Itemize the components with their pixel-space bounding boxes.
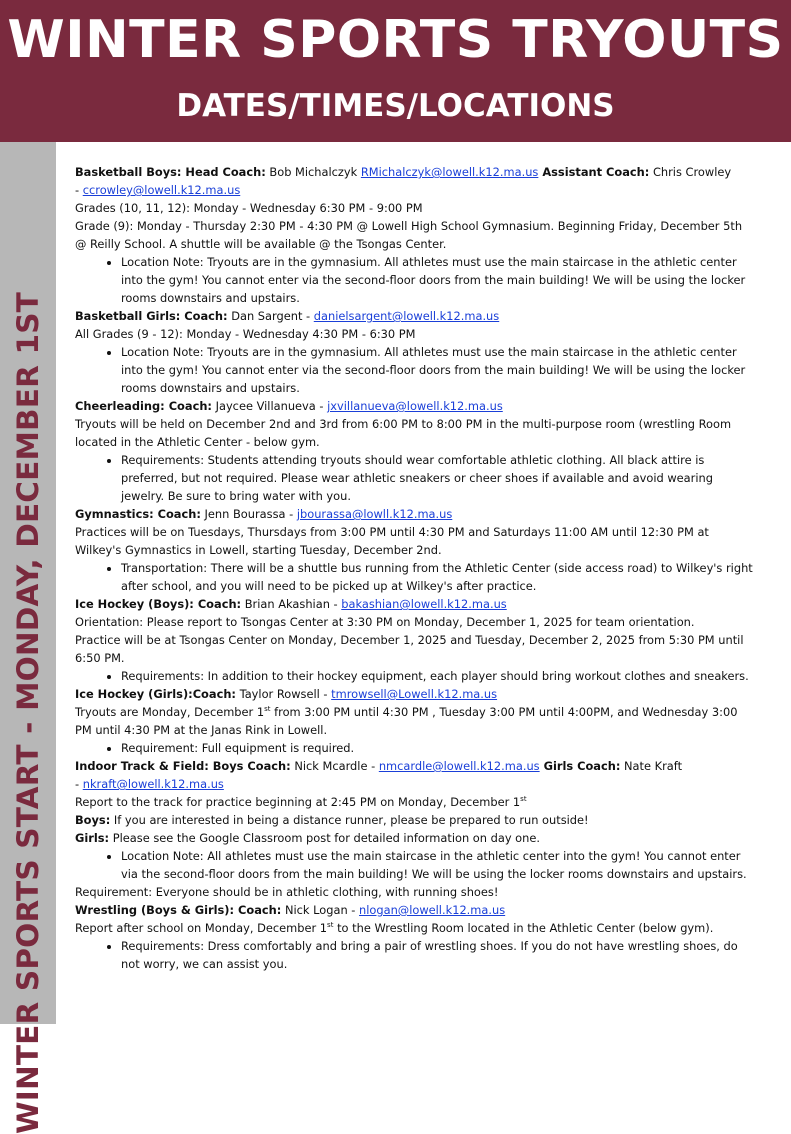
indoor-track-boys-info: [75, 811, 755, 829]
cheerleading-line1: Tryouts will be held on December 2nd and 3rd from 6:00 PM to 8:00 PM in the multi-purpose room (wrestling Room located in the Athletic Center - below gym.: [75, 417, 732, 449]
basketball-girls-label: Basketball Girls: Coach:: [75, 309, 228, 323]
gymnastics-email-link[interactable]: jbourassa@lowll.k12.ma.us: [296, 507, 453, 521]
wrestling-line1-b: to the Wrestling Room located in the Athletic Center (below gym).: [333, 921, 714, 935]
basketball-boys-location-note: • Location Note: Tryouts are in the gymnasium. All athletes must use the main staircase in the athletic center into the gym! You cannot enter via the second-floor doors from the main building! We will be using the locker rooms downstairs and upstairs.: [121, 253, 755, 307]
indoor-track-girls-sep: -: [75, 777, 83, 791]
basketball-boys-line1: Grades (10, 11, 12): Monday - Wednesday 6:30 PM - 9:00 PM: [75, 201, 423, 215]
basketball-boys-asst-label: Assistant Coach:: [538, 165, 650, 179]
basketball-boys-asst-coach: Chris Crowley: [649, 165, 732, 179]
indoor-track-boys-label: Boys:: [75, 813, 111, 827]
wrestling-coach: Nick Logan -: [281, 903, 360, 917]
ice-hockey-boys-coach: Brian Akashian -: [241, 597, 342, 611]
ice-hockey-boys-line1: Orientation: Please report to Tsongas Center at 3:30 PM on Monday, December 1, 2025 for team orientation.: [75, 615, 695, 629]
indoor-track-girls-info-label: Girls:: [75, 831, 110, 845]
indoor-track-girls-coach: Nate Kraft: [620, 759, 683, 773]
basketball-boys-email-link[interactable]: RMichalczyk@lowell.k12.ma.us: [360, 165, 539, 179]
wrestling-line1: [75, 919, 755, 937]
cheerleading-bullets: [75, 451, 755, 505]
header-banner: [0, 0, 791, 142]
ice-hockey-girls-coach: Taylor Rowsell -: [236, 687, 332, 701]
cheerleading-heading: [75, 397, 755, 415]
wrestling-bullets: [75, 937, 755, 973]
basketball-boys-label: Basketball Boys: Head Coach:: [75, 165, 266, 179]
cheerleading-coach: Jaycee Villanueva -: [211, 399, 328, 413]
basketball-girls-bullets: [75, 343, 755, 397]
wrestling-line1-a: Report after school on Monday, December 1: [75, 921, 328, 935]
gymnastics-label: Gymnastics: Coach:: [75, 507, 201, 521]
ice-hockey-boys-email-link[interactable]: bakashian@lowell.k12.ma.us: [341, 597, 507, 611]
indoor-track-boys-text: If you are interested in being a distance runner, please be prepared to run outside!: [110, 813, 589, 827]
wrestling-heading: [75, 901, 755, 919]
indoor-track-line1-a: Report to the track for practice beginning at 2:45 PM on Monday, December 1: [75, 795, 521, 809]
ice-hockey-boys-bullets: [75, 667, 755, 685]
wrestling-line1-sup: st: [327, 921, 334, 930]
indoor-track-girls-info-text: Please see the Google Classroom post for detailed information on day one.: [109, 831, 540, 845]
indoor-track-bullets: [75, 847, 755, 883]
gymnastics-heading: [75, 505, 755, 523]
indoor-track-coach: Nick Mcardle -: [290, 759, 379, 773]
indoor-track-girls-label: Girls Coach:: [539, 759, 621, 773]
basketball-girls-email-link[interactable]: danielsargent@lowell.k12.ma.us: [313, 309, 500, 323]
sidebar-vertical-text: WINTER SPORTS START - MONDAY, DECEMBER 1ST: [11, 292, 45, 1134]
ice-hockey-girls-label: Ice Hockey (Girls):Coach:: [75, 687, 236, 701]
indoor-track-requirement: Requirement: Everyone should be in athletic clothing, with running shoes!: [75, 885, 499, 899]
indoor-track-location-note: • Location Note: All athletes must use the main staircase in the athletic center into the gym! You cannot enter via the second-floor doors from the main building! We will be using the locker rooms downstairs and upstairs.: [121, 847, 755, 883]
ice-hockey-girls-line1-b: from 3:00 PM until 4:30 PM , Tuesday 3:00 PM until 4:00PM, and Wednesday 3:00 PM until 4:30 PM at the Janas Rink in Lowell.: [75, 705, 738, 737]
basketball-boys-asst-email-link[interactable]: ccrowley@lowell.k12.ma.us: [82, 183, 241, 197]
basketball-girls-location-note: • Location Note: Tryouts are in the gymnasium. All athletes must use the main staircase in the athletic center into the gym! You cannot enter via the second-floor doors from the main building! We will be using the locker rooms downstairs and upstairs.: [121, 343, 755, 397]
ice-hockey-girls-requirement: • Requirement: Full equipment is required.: [121, 739, 755, 757]
cheerleading-label: Cheerleading: Coach:: [75, 399, 212, 413]
basketball-boys-asst-sep: -: [75, 183, 83, 197]
basketball-boys-coach: Bob Michalczyk: [265, 165, 361, 179]
wrestling-requirements: • Requirements: Dress comfortably and bring a pair of wrestling shoes. If you do not have wrestling shoes, do not worry, we can assist you.: [121, 937, 755, 973]
gymnastics-line1: Practices will be on Tuesdays, Thursdays from 3:00 PM until 4:30 PM and Saturdays 11:00 AM until 12:30 PM at Wilkey's Gymnastics in Lowell, starting Tuesday, December 2nd.: [75, 525, 709, 557]
indoor-track-line1-sup: st: [520, 795, 527, 804]
cheerleading-email-link[interactable]: jxvillanueva@lowell.k12.ma.us: [327, 399, 503, 413]
basketball-boys-line2: Grade (9): Monday - Thursday 2:30 PM - 4:30 PM @ Lowell High School Gymnasium. Beginning Friday, December 5th @ Reilly School. A shuttle will be available @ the Tsongas Center.: [75, 219, 743, 251]
basketball-girls-heading: [75, 307, 755, 325]
ice-hockey-girls-line1-a: Tryouts are Monday, December 1: [75, 705, 265, 719]
wrestling-email-link[interactable]: nlogan@lowell.k12.ma.us: [359, 903, 506, 917]
indoor-track-line1: [75, 793, 755, 811]
cheerleading-requirements: • Requirements: Students attending tryouts should wear comfortable athletic clothing. All black attire is preferred, but not required. Please wear athletic sneakers or cheer shoes if available and avoid wearing jewelry. Be sure to bring water with you.: [121, 451, 755, 505]
page-subtitle: DATES/TIMES/LOCATIONS: [176, 88, 615, 124]
sidebar-banner: [0, 142, 56, 1134]
ice-hockey-boys-label: Ice Hockey (Boys): Coach:: [75, 597, 242, 611]
indoor-track-girls-info: [75, 829, 755, 847]
basketball-girls-line1: All Grades (9 - 12): Monday - Wednesday 4:30 PM - 6:30 PM: [75, 327, 416, 341]
ice-hockey-girls-bullets: [75, 739, 755, 757]
basketball-boys-heading: [75, 163, 755, 199]
gymnastics-transportation: • Transportation: There will be a shuttle bus running from the Athletic Center (side access road) to Wilkey's right after school, and you will need to be picked up at Wilkey's after practice.: [121, 559, 755, 595]
indoor-track-email-link[interactable]: nmcardle@lowell.k12.ma.us: [378, 759, 540, 773]
wrestling-label: Wrestling (Boys & Girls): Coach:: [75, 903, 282, 917]
gymnastics-coach: Jenn Bourassa -: [200, 507, 297, 521]
ice-hockey-boys-line2: Practice will be at Tsongas Center on Monday, December 1, 2025 and Tuesday, December 2, 2025 from 5:30 PM until 6:50 PM.: [75, 633, 744, 665]
page-title: WINTER SPORTS TRYOUTS: [7, 10, 784, 70]
indoor-track-girls-email-link[interactable]: nkraft@lowell.k12.ma.us: [82, 777, 224, 791]
ice-hockey-boys-requirements: • Requirements: In addition to their hockey equipment, each player should bring workout clothes and sneakers.: [121, 667, 755, 685]
indoor-track-heading: [75, 757, 755, 793]
ice-hockey-boys-heading: [75, 595, 755, 613]
ice-hockey-girls-email-link[interactable]: tmrowsell@Lowell.k12.ma.us: [331, 687, 498, 701]
basketball-boys-bullets: [75, 253, 755, 307]
basketball-girls-coach: Dan Sargent -: [227, 309, 314, 323]
ice-hockey-girls-heading: [75, 685, 755, 703]
ice-hockey-girls-line1: [75, 703, 755, 739]
indoor-track-label: Indoor Track & Field: Boys Coach:: [75, 759, 291, 773]
tryouts-content: [75, 163, 755, 973]
gymnastics-bullets: [75, 559, 755, 595]
ice-hockey-girls-line1-sup: st: [264, 705, 271, 714]
